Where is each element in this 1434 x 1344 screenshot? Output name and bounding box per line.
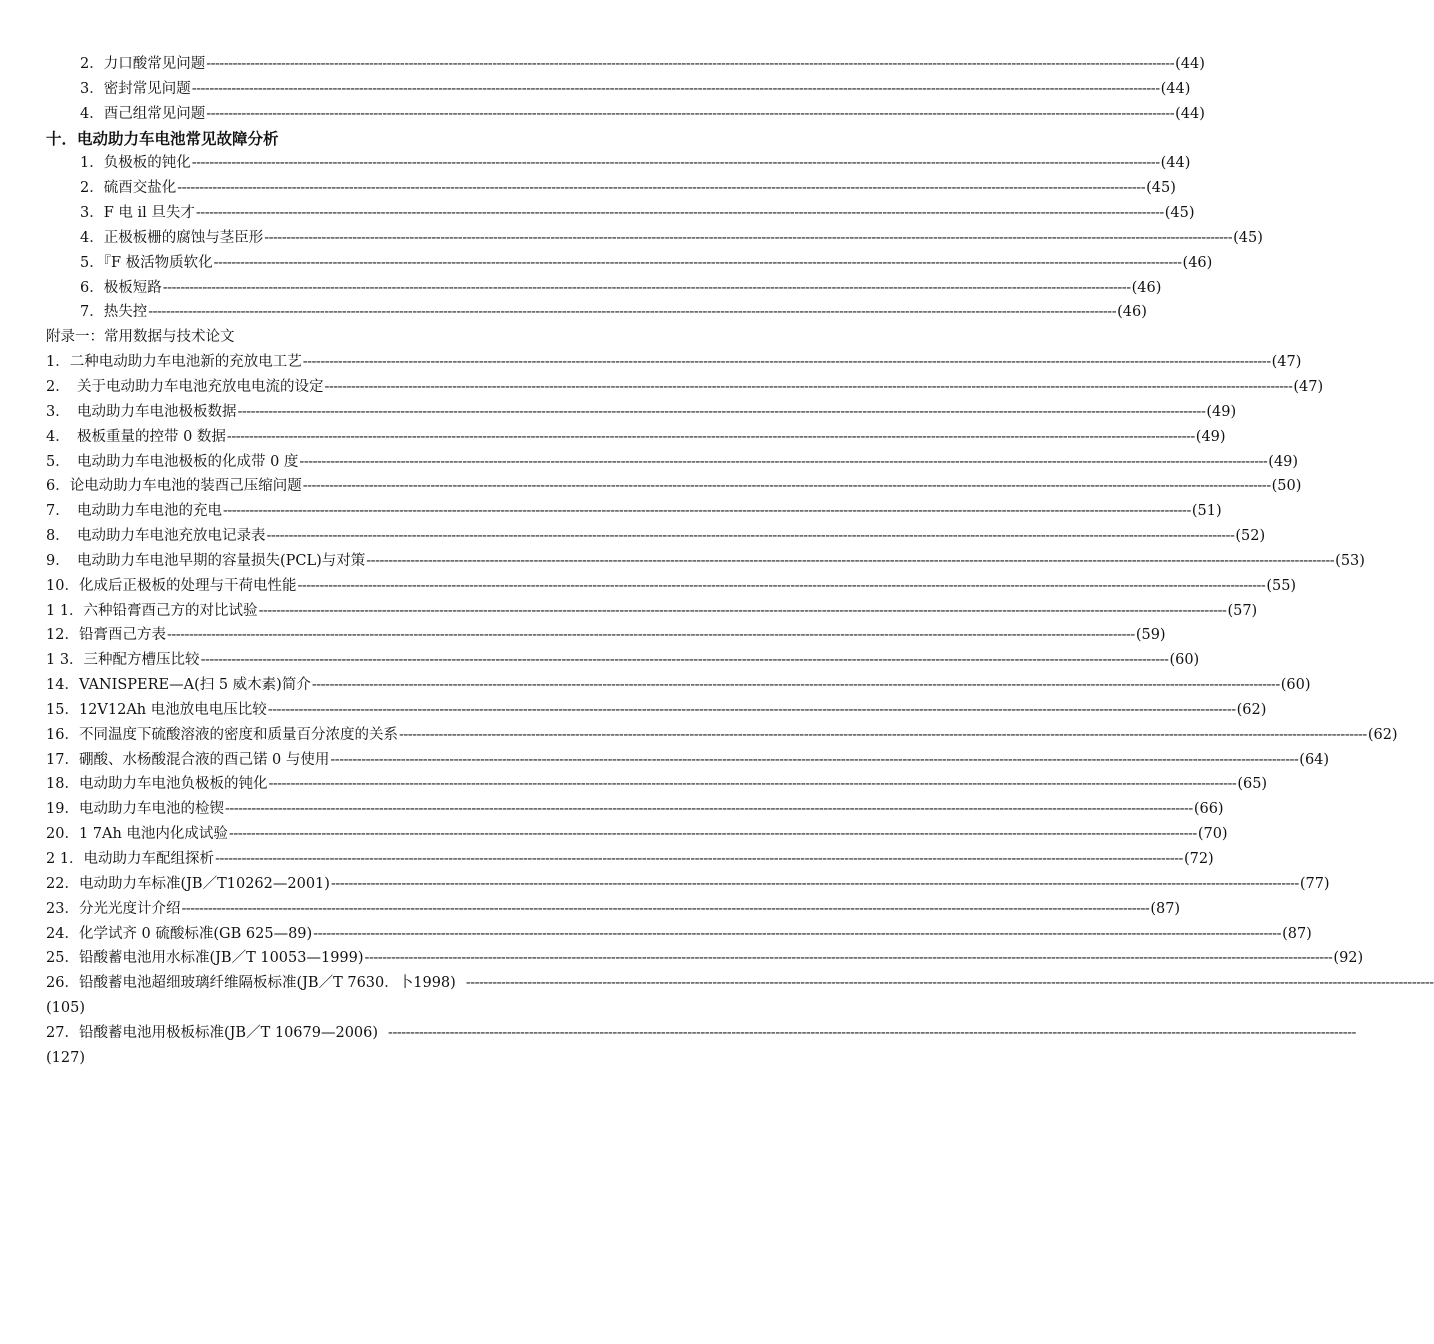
- page-number: (77): [1299, 875, 1330, 892]
- toc-entry[interactable]: [0, 300, 1147, 325]
- table-of-contents: [0, 52, 1434, 1071]
- entry-label: 十．电动助力车电池常见故障分析: [46, 128, 279, 148]
- dot-leader: ----------------------------------------------------------------------------------------------------------------------------------------------------------------------------------------------------------------------------: [267, 701, 1236, 718]
- toc-entry-page-wrap: [0, 1046, 950, 1071]
- dot-leader: ----------------------------------------------------------------------------------------------------------------------------------------------------------------------------------------------------------------------------: [224, 801, 1193, 818]
- dot-leader: ----------------------------------------------------------------------------------------------------------------------------------------------------------------------------------------------------------------------------: [258, 602, 1227, 619]
- toc-entry[interactable]: [0, 375, 1324, 400]
- dot-leader: ----------------------------------------------------------------------------------------------------------------------------------------------------------------------------------------------------------------------------: [398, 726, 1367, 743]
- dot-leader: ----------------------------------------------------------------------------------------------------------------------------------------------------------------------------------------------------------------------------: [206, 105, 1175, 122]
- page-number: (45): [1164, 205, 1195, 222]
- dot-leader: ----------------------------------------------------------------------------------------------------------------------------------------------------------------------------------------------------------------------------: [465, 975, 1434, 992]
- entry-label: 8． 电动助力车电池充放电记录表: [46, 528, 266, 545]
- dot-leader: ----------------------------------------------------------------------------------------------------------------------------------------------------------------------------------------------------------------------------: [200, 652, 1169, 669]
- entry-label: 27．铅酸蓄电池用极板标准(JB／T 10679—2006): [46, 1024, 379, 1041]
- page-number: (46): [1182, 254, 1213, 271]
- toc-entry[interactable]: [0, 872, 1330, 897]
- entry-label: 22．电动助力车标准(JB／T10262—2001): [46, 875, 330, 892]
- entry-label: 12．铅膏酉己方表: [46, 627, 166, 644]
- page-number: (92): [1333, 950, 1364, 967]
- dot-leader: ----------------------------------------------------------------------------------------------------------------------------------------------------------------------------------------------------------------------------: [302, 478, 1271, 495]
- toc-entry[interactable]: [0, 847, 1214, 872]
- entry-label: 2． 关于电动助力车电池充放电电流的设定: [46, 378, 324, 395]
- page-number: (46): [1117, 304, 1147, 321]
- toc-entry[interactable]: [0, 102, 1205, 127]
- entry-label: 2．力口酸常见问题: [80, 56, 206, 72]
- dot-leader: ----------------------------------------------------------------------------------------------------------------------------------------------------------------------------------------------------------------------------: [299, 453, 1268, 470]
- page-number: (57): [1227, 602, 1258, 619]
- page-number: (44): [1175, 56, 1205, 72]
- dot-leader: ----------------------------------------------------------------------------------------------------------------------------------------------------------------------------------------------------------------------------: [191, 155, 1160, 172]
- dot-leader: ----------------------------------------------------------------------------------------------------------------------------------------------------------------------------------------------------------------------------: [266, 528, 1235, 545]
- page-number: (60): [1169, 652, 1200, 669]
- dot-leader: ----------------------------------------------------------------------------------------------------------------------------------------------------------------------------------------------------------------------------: [324, 378, 1293, 395]
- entry-label: 25．铅酸蓄电池用水标准(JB／T 10053—1999): [46, 950, 364, 967]
- toc-entry[interactable]: [0, 748, 1330, 773]
- page-number: (53): [1335, 552, 1365, 569]
- toc-entry[interactable]: [0, 77, 1191, 102]
- dot-leader: ----------------------------------------------------------------------------------------------------------------------------------------------------------------------------------------------------------------------------: [311, 677, 1280, 694]
- toc-entry[interactable]: [0, 474, 1302, 499]
- page-number: (64): [1299, 751, 1330, 768]
- toc-entry[interactable]: [0, 52, 1205, 77]
- entry-label: 16．不同温度下硫酸溶液的密度和质量百分浓度的关系: [46, 726, 398, 743]
- entry-label: 附录一：常用数据与技术论文: [46, 329, 235, 346]
- dot-leader: ----------------------------------------------------------------------------------------------------------------------------------------------------------------------------------------------------------------------------: [162, 279, 1131, 296]
- dot-leader: ----------------------------------------------------------------------------------------------------------------------------------------------------------------------------------------------------------------------------: [388, 1024, 1356, 1041]
- page-number: (87): [1150, 900, 1181, 917]
- page-number: (65): [1237, 776, 1268, 793]
- toc-entry[interactable]: [0, 822, 1228, 847]
- toc-entry[interactable]: [0, 350, 1302, 375]
- entry-label: 1 3．三种配方槽压比较: [46, 652, 200, 669]
- dot-leader: ----------------------------------------------------------------------------------------------------------------------------------------------------------------------------------------------------------------------------: [206, 56, 1175, 72]
- page-number: (70): [1197, 826, 1228, 843]
- entry-label: 6．极板短路: [80, 279, 162, 296]
- entry-label: 1．二种电动助力车电池新的充放电工艺: [46, 354, 302, 371]
- toc-entry[interactable]: [0, 400, 1237, 425]
- toc-entry[interactable]: [0, 201, 1195, 226]
- entry-label: 26．铅酸蓄电池超细玻璃纤维隔板标准(JB／T 7630．卜1998): [46, 975, 456, 992]
- dot-leader: ----------------------------------------------------------------------------------------------------------------------------------------------------------------------------------------------------------------------------: [228, 826, 1197, 843]
- entry-label: 23．分光光度计介绍: [46, 900, 181, 917]
- toc-entry[interactable]: [0, 623, 1166, 648]
- toc-entry[interactable]: [0, 723, 1398, 748]
- dot-leader: ----------------------------------------------------------------------------------------------------------------------------------------------------------------------------------------------------------------------------: [302, 354, 1271, 371]
- toc-entry[interactable]: [0, 251, 1213, 276]
- toc-entry[interactable]: [0, 772, 1268, 797]
- dot-leader: ----------------------------------------------------------------------------------------------------------------------------------------------------------------------------------------------------------------------------: [191, 80, 1160, 97]
- toc-entry[interactable]: [0, 922, 1312, 947]
- dot-leader: ----------------------------------------------------------------------------------------------------------------------------------------------------------------------------------------------------------------------------: [148, 304, 1117, 321]
- page-number: (49): [1195, 428, 1226, 445]
- entry-label: 7． 电动助力车电池的充电: [46, 503, 222, 520]
- dot-leader: ----------------------------------------------------------------------------------------------------------------------------------------------------------------------------------------------------------------------------: [226, 428, 1195, 445]
- dot-leader: ----------------------------------------------------------------------------------------------------------------------------------------------------------------------------------------------------------------------------: [181, 900, 1150, 917]
- dot-leader: ----------------------------------------------------------------------------------------------------------------------------------------------------------------------------------------------------------------------------: [268, 776, 1237, 793]
- page-number: (47): [1271, 354, 1302, 371]
- toc-entry[interactable]: [0, 1021, 1356, 1046]
- entry-label: 9． 电动助力车电池早期的容量损失(PCL)与对策: [46, 552, 366, 569]
- appendix-title: [0, 325, 950, 350]
- toc-entry[interactable]: [0, 946, 1364, 971]
- toc-entry[interactable]: [0, 698, 1267, 723]
- entry-label: 3．密封常见问题: [80, 80, 191, 97]
- page-number: (47): [1293, 378, 1324, 395]
- entry-label: 5． 电动助力车电池极板的化成带 0 度: [46, 453, 299, 470]
- entry-label: 20．1 7Ah 电池内化成试验: [46, 826, 228, 843]
- page-number: (44): [1160, 155, 1191, 172]
- entry-label: 4． 极板重量的控带 0 数据: [46, 428, 226, 445]
- entry-label: 10．化成后正极板的处理与干荷电性能: [46, 577, 297, 594]
- page-number: (46): [1131, 279, 1162, 296]
- toc-entry[interactable]: [0, 425, 1226, 450]
- entry-label: 2．硫酉交盐化: [80, 180, 177, 197]
- entry-label: 17．硼酸、水杨酸混合液的酉己锘 0 与使用: [46, 751, 330, 768]
- page-number: (62): [1367, 726, 1398, 743]
- toc-entry-page-wrap: [0, 996, 950, 1021]
- dot-leader: ----------------------------------------------------------------------------------------------------------------------------------------------------------------------------------------------------------------------------: [215, 851, 1183, 867]
- toc-entry[interactable]: [0, 276, 1162, 301]
- toc-entry[interactable]: [0, 499, 1222, 524]
- page-number: (45): [1146, 180, 1176, 197]
- dot-leader: ----------------------------------------------------------------------------------------------------------------------------------------------------------------------------------------------------------------------------: [264, 229, 1233, 246]
- toc-entry[interactable]: [0, 549, 1365, 574]
- page-number: (44): [1160, 80, 1191, 97]
- toc-entry[interactable]: [0, 673, 1311, 698]
- page-number: (105): [46, 1000, 85, 1017]
- dot-leader: ----------------------------------------------------------------------------------------------------------------------------------------------------------------------------------------------------------------------------: [330, 875, 1299, 892]
- page-number: (51): [1191, 503, 1222, 520]
- entry-label: 5．『F 极活物质软化: [80, 254, 213, 271]
- page-number: (59): [1135, 627, 1166, 644]
- entry-label: 2 1．电动助力车配组探析: [46, 851, 215, 867]
- page-number: (45): [1233, 229, 1263, 246]
- entry-label: 1．负极板的钝化: [80, 155, 191, 172]
- entry-label: 6．论电动助力车电池的装酉己压缩问题: [46, 478, 302, 495]
- toc-entry[interactable]: [0, 648, 1200, 673]
- dot-leader: ----------------------------------------------------------------------------------------------------------------------------------------------------------------------------------------------------------------------------: [313, 925, 1282, 942]
- toc-entry[interactable]: [0, 574, 1297, 599]
- page-number: (127): [46, 1049, 85, 1066]
- entry-label: 3．F 电 il 旦失才: [80, 205, 195, 222]
- dot-leader: ----------------------------------------------------------------------------------------------------------------------------------------------------------------------------------------------------------------------------: [364, 950, 1333, 967]
- section-heading: [0, 127, 950, 152]
- dot-leader: ----------------------------------------------------------------------------------------------------------------------------------------------------------------------------------------------------------------------------: [297, 577, 1266, 594]
- page-number: (49): [1268, 453, 1299, 470]
- page-number: (49): [1206, 403, 1237, 420]
- entry-label: 3． 电动助力车电池极板数据: [46, 403, 237, 420]
- toc-entry[interactable]: [0, 151, 1191, 176]
- toc-entry[interactable]: [0, 226, 1263, 251]
- entry-label: 7．热失控: [80, 304, 148, 321]
- toc-entry[interactable]: [0, 524, 1266, 549]
- toc-entry[interactable]: [0, 176, 1176, 201]
- entry-label: 15．12V12Ah 电池放电电压比较: [46, 701, 267, 718]
- page-number: (52): [1235, 528, 1266, 545]
- dot-leader: ----------------------------------------------------------------------------------------------------------------------------------------------------------------------------------------------------------------------------: [177, 180, 1146, 197]
- dot-leader: ----------------------------------------------------------------------------------------------------------------------------------------------------------------------------------------------------------------------------: [166, 627, 1135, 644]
- entry-label: 19．电动助力车电池的检锲: [46, 801, 224, 818]
- entry-label: 4．酉己组常见问题: [80, 105, 206, 122]
- entry-label: 18．电动助力车电池负极板的钝化: [46, 776, 268, 793]
- dot-leader: ----------------------------------------------------------------------------------------------------------------------------------------------------------------------------------------------------------------------------: [222, 503, 1191, 520]
- entry-label: 24．化学试齐 0 硫酸标准(GB 625—89): [46, 925, 313, 942]
- entry-label: 14．VANISPERE—A(扫 5 威木素)简介: [46, 677, 311, 694]
- page-number: (62): [1236, 701, 1267, 718]
- toc-entry[interactable]: [0, 450, 1299, 475]
- toc-entry[interactable]: [0, 797, 1224, 822]
- dot-leader: ----------------------------------------------------------------------------------------------------------------------------------------------------------------------------------------------------------------------------: [213, 254, 1182, 271]
- page-number: (87): [1282, 925, 1312, 942]
- page-number: (55): [1266, 577, 1297, 594]
- toc-entry[interactable]: [0, 599, 1258, 624]
- entry-label: 1 1．六种铅膏酉己方的对比试验: [46, 602, 258, 619]
- page-number: (50): [1271, 478, 1302, 495]
- page-number: (72): [1183, 851, 1214, 867]
- page-number: (60): [1280, 677, 1311, 694]
- page-number: (44): [1175, 105, 1205, 122]
- page-number: (66): [1193, 801, 1224, 818]
- toc-entry[interactable]: [0, 971, 1434, 996]
- dot-leader: ----------------------------------------------------------------------------------------------------------------------------------------------------------------------------------------------------------------------------: [195, 205, 1164, 222]
- dot-leader: ----------------------------------------------------------------------------------------------------------------------------------------------------------------------------------------------------------------------------: [330, 751, 1299, 768]
- dot-leader: ----------------------------------------------------------------------------------------------------------------------------------------------------------------------------------------------------------------------------: [366, 552, 1335, 569]
- toc-entry[interactable]: [0, 897, 1181, 922]
- entry-label: 4．正极板栅的腐蚀与茎臣形: [80, 229, 264, 246]
- dot-leader: ----------------------------------------------------------------------------------------------------------------------------------------------------------------------------------------------------------------------------: [237, 403, 1206, 420]
